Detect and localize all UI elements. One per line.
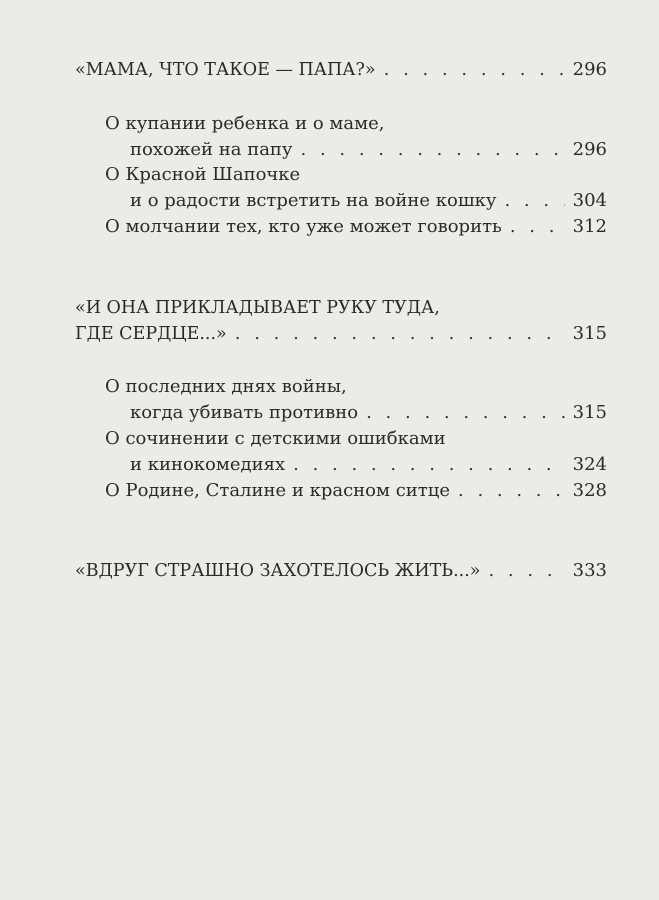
leader-dots [504,188,564,214]
leader-dots [510,214,565,240]
section-title-line: О последних днях войны, [105,376,347,397]
leader-dots [235,321,565,347]
section-title-line: О сочинении с детскими ошибками [105,428,446,449]
leader-dots [301,137,565,163]
leader-dots [488,558,564,584]
page-number: 324 [572,454,607,475]
leader-dots [366,400,565,426]
toc-chapter-1 [75,57,607,83]
page-number: 315 [572,323,607,344]
leader-dots [293,452,565,478]
toc-chapter-3 [75,558,607,584]
section-title-line: О купании ребенка и о маме, [105,113,385,134]
page-number: 296 [572,59,607,80]
page-number: 333 [572,560,607,581]
chapter-title-line: «И ОНА ПРИКЛАДЫВАЕТ РУКУ ТУДА, [75,298,440,318]
section-title-line: похожей на папу [130,139,293,160]
section-title-line: когда убивать противно [130,402,359,423]
page-number: 315 [572,402,607,423]
section-title-line: и о радости встретить на войне кошку [130,190,497,211]
leader-dots [384,57,565,83]
chapter-title: «ВДРУГ СТРАШНО ЗАХОТЕЛОСЬ ЖИТЬ...» [75,561,481,581]
leader-dots [458,478,565,504]
page-number: 304 [572,190,607,211]
section-title-line: О Родине, Сталине и красном ситце [105,480,450,501]
page-number: 312 [572,216,607,237]
chapter-title-line: ГДЕ СЕРДЦЕ...» [75,324,227,344]
chapter-title: «МАМА, ЧТО ТАКОЕ — ПАПА?» [75,60,376,80]
page-number: 328 [572,480,607,501]
section-title-line: О Красной Шапочке [105,164,301,185]
section-title-line: О молчании тех, кто уже может говорить [105,216,502,237]
page-number: 296 [572,139,607,160]
section-title-line: и кинокомедиях [130,454,286,475]
